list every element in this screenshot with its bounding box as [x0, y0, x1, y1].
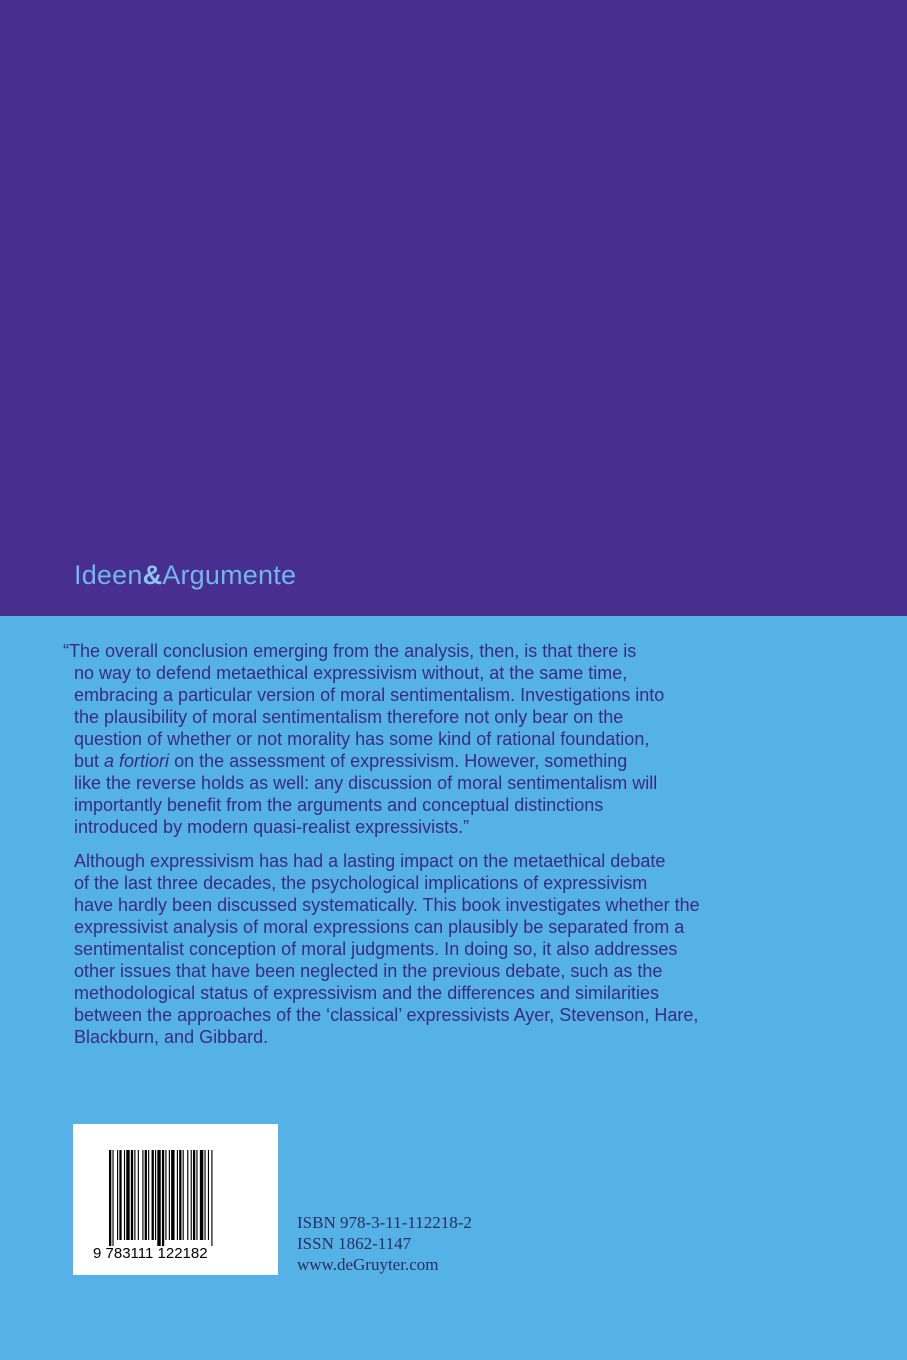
imprint-block — [297, 1212, 472, 1275]
website-text: www.deGruyter.com — [297, 1255, 439, 1274]
barcode-bar — [148, 1150, 149, 1240]
description-line: Although expressivism has had a lasting impact on the metaethical debate — [74, 851, 666, 871]
barcode-bar — [187, 1150, 188, 1240]
barcode-bar — [162, 1150, 164, 1246]
barcode-bar — [179, 1150, 181, 1240]
barcode-bar — [169, 1150, 170, 1240]
quote-line-with-italic — [74, 750, 774, 772]
italic-phrase: a fortiori — [104, 751, 170, 771]
quote-line: importantly benefit from the arguments and conceptual distinctions — [74, 795, 604, 815]
barcode-bar — [211, 1150, 212, 1246]
barcode-bar — [131, 1150, 133, 1240]
barcode-bar — [191, 1150, 192, 1240]
barcode-bar — [109, 1150, 111, 1246]
barcode-digits: 9 783111 122182 — [93, 1245, 208, 1262]
description-line: between the approaches of the ‘classical’ expressivists Ayer, Stevenson, Hare, — [74, 1005, 699, 1025]
description-line: Blackburn, and Gibbard. — [74, 1027, 269, 1047]
barcode-graphic — [73, 1124, 278, 1275]
barcode-bar — [196, 1150, 197, 1240]
isbn-text: ISBN 978-3-11-112218-2 — [297, 1213, 472, 1232]
book-description — [74, 850, 774, 1048]
barcode-bar — [155, 1150, 156, 1240]
quote-line: like the reverse holds as well: any discussion of moral sentimentalism will — [74, 773, 658, 793]
quote-line: introduced by modern quasi-realist expressivists.” — [74, 817, 470, 837]
quote-line: “The overall conclusion emerging from the analysis, then, is that there is — [63, 641, 637, 661]
barcode-bar — [208, 1150, 209, 1240]
barcode-bar — [165, 1150, 166, 1240]
barcode-bar — [119, 1150, 121, 1240]
barcode-bar — [193, 1150, 195, 1240]
barcode-bars — [109, 1150, 213, 1246]
barcode-bar — [200, 1150, 203, 1240]
description-line: have hardly been discussed systematically. This book investigates whether the — [74, 895, 700, 915]
barcode-bar — [177, 1150, 178, 1240]
quote-line: question of whether or not morality has some kind of rational foundation, — [74, 729, 650, 749]
barcode-bar — [157, 1150, 160, 1246]
quote-line: no way to defend metaethical expressivism without, at the same time, — [74, 663, 628, 683]
barcode-bar — [183, 1150, 184, 1240]
series-title-part1: Ideen — [74, 560, 143, 590]
quote-line: embracing a particular version of moral sentimentalism. Investigations into — [74, 685, 665, 705]
cover-top-panel — [0, 0, 907, 616]
series-title — [74, 560, 296, 591]
barcode-bar — [138, 1150, 139, 1240]
description-line: of the last three decades, the psychological implications of expressivism — [74, 873, 648, 893]
description-line: sentimentalist conception of moral judgments. In doing so, it also addresses — [74, 939, 678, 959]
barcode — [73, 1124, 278, 1275]
barcode-bar — [152, 1150, 154, 1240]
description-line: other issues that have been neglected in the previous debate, such as the — [74, 961, 663, 981]
barcode-bar — [124, 1150, 125, 1240]
quote-line-prefix: but — [74, 751, 105, 771]
issn-text: ISSN 1862-1147 — [297, 1234, 412, 1253]
description-line: methodological status of expressivism and the differences and similarities — [74, 983, 659, 1003]
barcode-bar — [134, 1150, 135, 1240]
description-line: expressivist analysis of moral expressions can plausibly be separated from a — [74, 917, 685, 937]
review-quote — [63, 640, 774, 838]
barcode-bar — [142, 1150, 143, 1240]
barcode-bar — [126, 1150, 129, 1240]
quote-line-rest: on the assessment of expressivism. However, something — [174, 751, 628, 771]
barcode-bar — [112, 1150, 113, 1246]
series-title-part2: Argumente — [162, 560, 297, 590]
cover-bottom-panel — [0, 616, 907, 1360]
barcode-bar — [204, 1150, 205, 1240]
barcode-bar — [171, 1150, 174, 1240]
quote-line: the plausibility of moral sentimentalism therefore not only bear on the — [74, 707, 624, 727]
barcode-bar — [145, 1150, 147, 1240]
series-title-ampersand: & — [142, 560, 163, 590]
barcode-bar — [117, 1150, 118, 1240]
